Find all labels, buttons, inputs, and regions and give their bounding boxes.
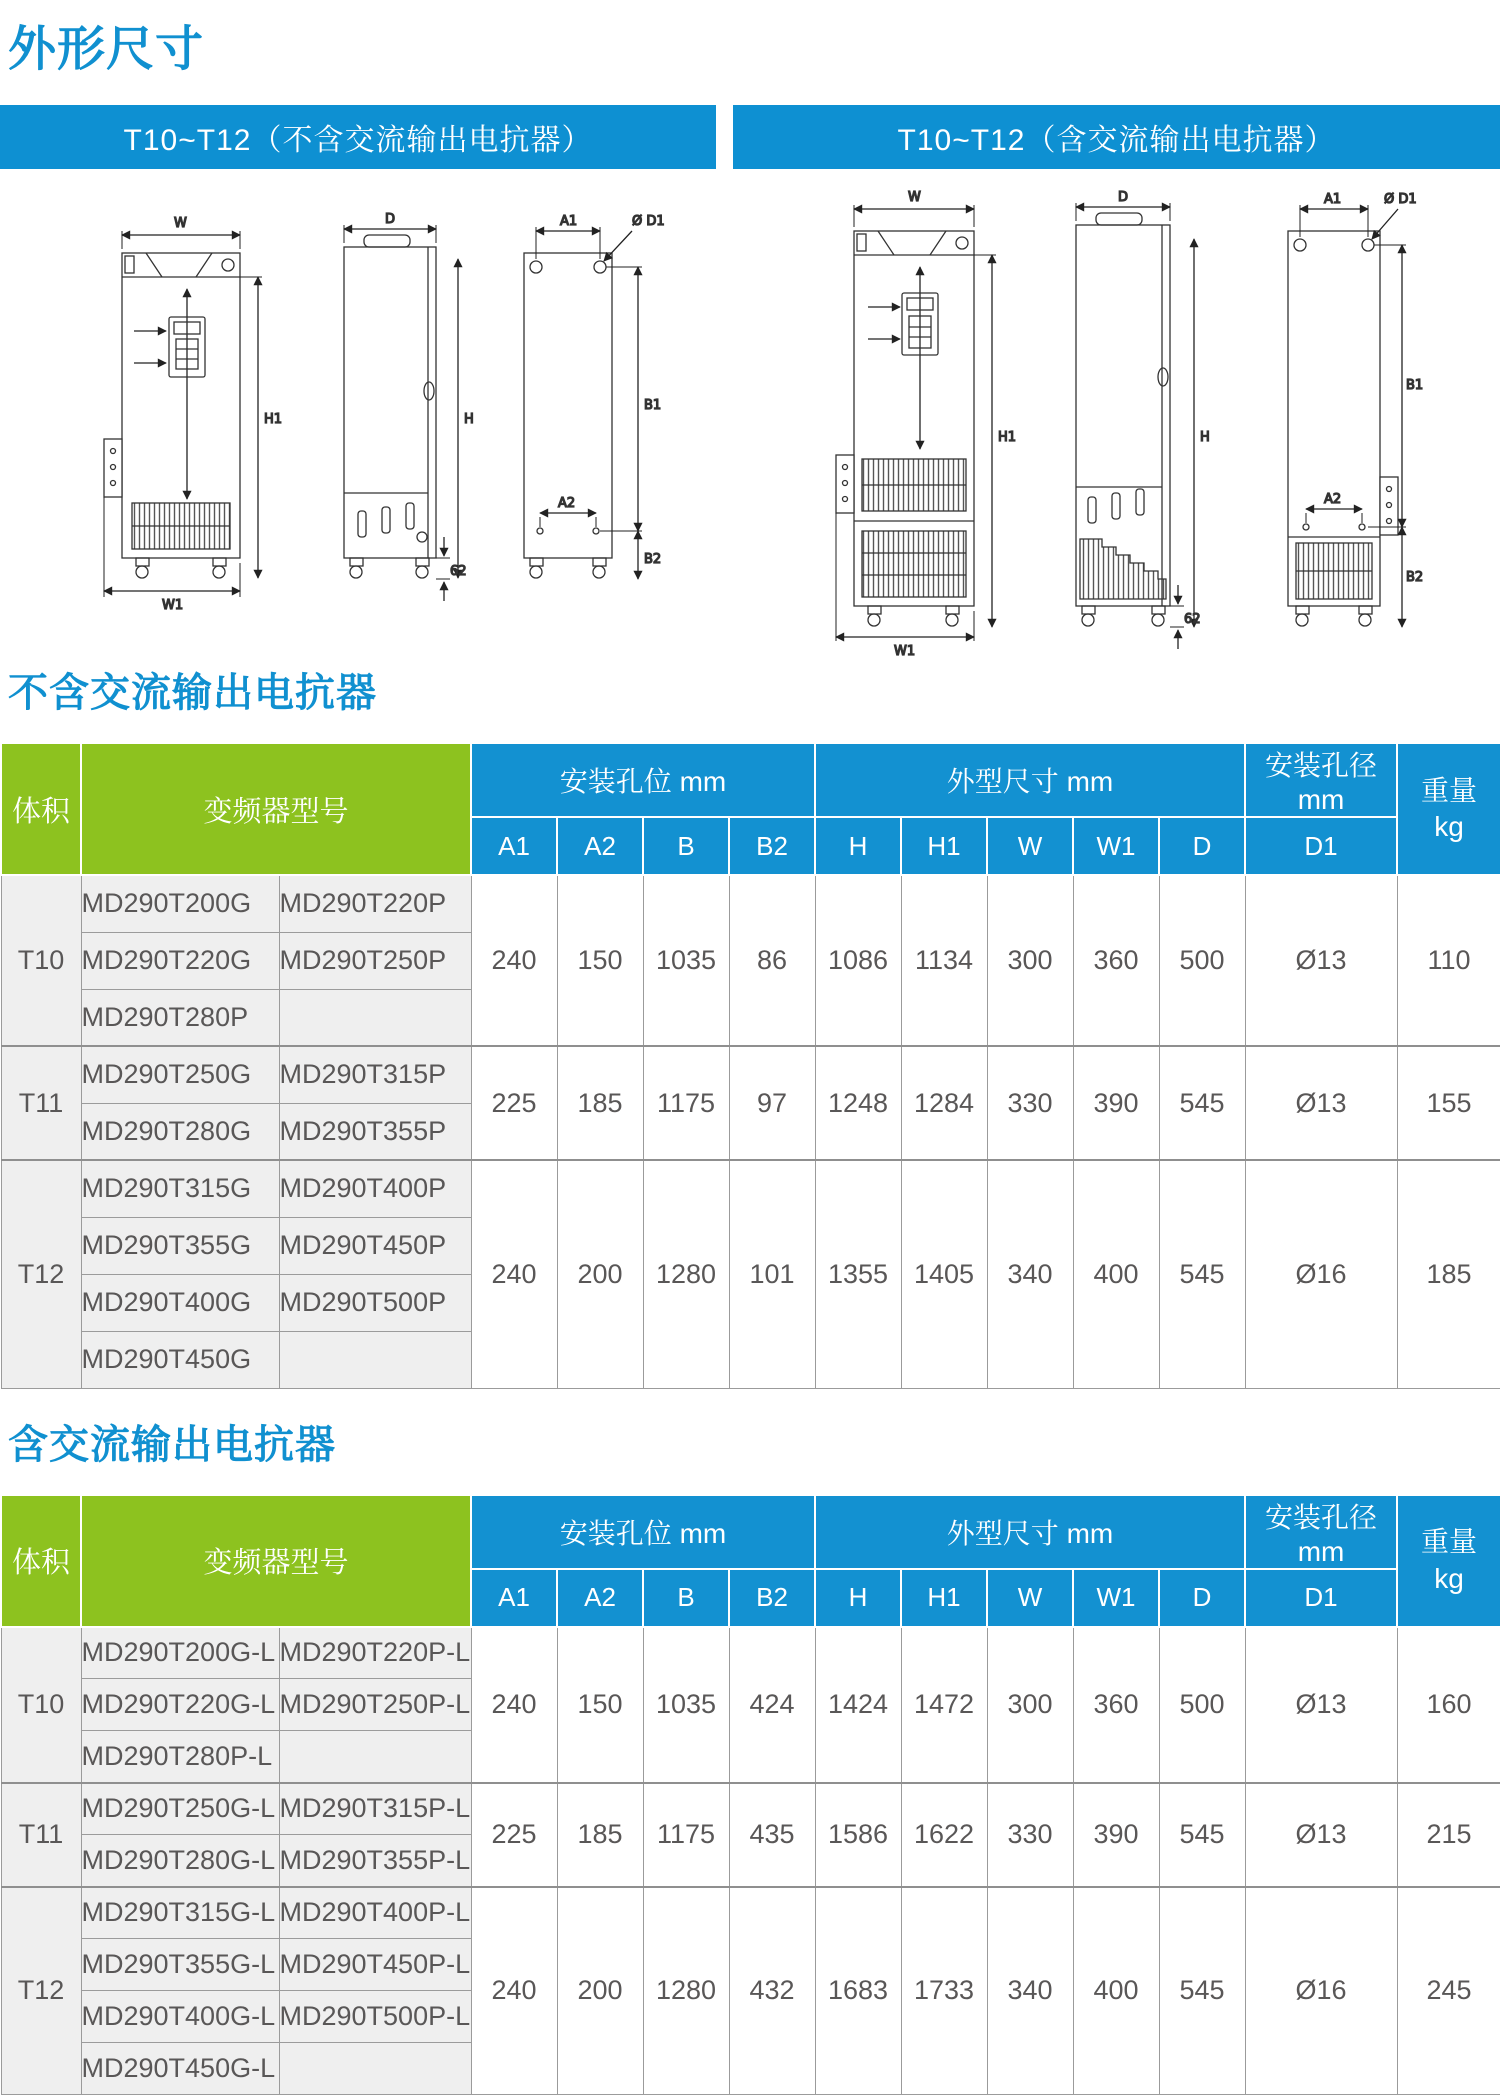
value-cell: 185 — [557, 1783, 643, 1887]
header-row-groups — [1, 743, 1500, 817]
model-cell: MD290T280P — [81, 989, 279, 1046]
model-cell: MD290T220P-L — [279, 1627, 471, 1679]
value-cell: 1035 — [643, 1627, 729, 1783]
banner-without-reactor: T10~T12（不含交流输出电抗器） — [0, 105, 716, 169]
spec-table — [0, 1494, 1500, 2095]
model-cell: MD290T250P-L — [279, 1679, 471, 1731]
section-heading-without-reactor: 不含交流输出电抗器 — [8, 661, 1500, 718]
table-row — [1, 1627, 1500, 1679]
drawing-group-without-reactor — [92, 211, 682, 621]
model-cell: MD290T355G — [81, 1217, 279, 1274]
header-col-w: W — [987, 817, 1073, 875]
model-cell: MD290T315G — [81, 1160, 279, 1217]
dim-label-h-left: H — [464, 412, 474, 427]
dim-label-b1-right: B1 — [1406, 378, 1423, 393]
header-col-d1: D1 — [1245, 1569, 1397, 1627]
value-cell: 240 — [471, 1887, 557, 2095]
value-cell: 1134 — [901, 875, 987, 1046]
header-col-a1: A1 — [471, 817, 557, 875]
value-cell: 1175 — [643, 1046, 729, 1160]
size-cell: T11 — [1, 1046, 81, 1160]
header-group-outline-dimensions: 外型尺寸 mm — [815, 1495, 1245, 1569]
size-cell: T11 — [1, 1783, 81, 1887]
banner-with-reactor: T10~T12（含交流输出电抗器） — [733, 105, 1500, 169]
value-cell: 330 — [987, 1046, 1073, 1160]
header-weight-line1: 重量 — [1398, 773, 1500, 809]
spec-table — [0, 742, 1500, 1389]
value-cell: 360 — [1073, 1627, 1159, 1783]
section-heading-with-reactor: 含交流输出电抗器 — [8, 1413, 1500, 1470]
model-cell: MD290T500P — [279, 1274, 471, 1331]
model-cell: MD290T200G — [81, 875, 279, 932]
dim-label-h-right: H — [1200, 430, 1210, 445]
value-cell: 300 — [987, 875, 1073, 1046]
value-cell: 240 — [471, 1160, 557, 1388]
header-model: 变频器型号 — [81, 743, 471, 875]
model-cell: MD290T250G — [81, 1046, 279, 1103]
dim-label-a2-left: A2 — [558, 496, 575, 511]
value-cell: 240 — [471, 1627, 557, 1783]
model-cell: MD290T450G-L — [81, 2043, 279, 2095]
value-cell: 545 — [1159, 1160, 1245, 1388]
value-cell: 86 — [729, 875, 815, 1046]
model-cell: MD290T500P-L — [279, 1991, 471, 2043]
value-cell: 340 — [987, 1160, 1073, 1388]
dim-label-d-left: D — [385, 212, 395, 227]
header-col-d: D — [1159, 1569, 1245, 1627]
dim-label-w1-right: W1 — [894, 644, 915, 659]
dim-label-h1-left: H1 — [264, 412, 282, 427]
header-col-h1: H1 — [901, 1569, 987, 1627]
table-row — [1, 875, 1500, 932]
value-cell: Ø13 — [1245, 1627, 1397, 1783]
model-cell: MD290T220G — [81, 932, 279, 989]
header-col-b2: B2 — [729, 817, 815, 875]
dim-label-a2-right: A2 — [1324, 492, 1341, 507]
page-title: 外形尺寸 — [8, 10, 1500, 79]
value-cell: 390 — [1073, 1783, 1159, 1887]
dim-label-d-right: D — [1118, 190, 1128, 205]
model-cell: MD290T355P — [279, 1103, 471, 1160]
value-cell: Ø16 — [1245, 1887, 1397, 2095]
value-cell: 150 — [557, 1627, 643, 1783]
value-cell: 330 — [987, 1783, 1073, 1887]
header-col-a2: A2 — [557, 1569, 643, 1627]
dim-label-w-left: W — [174, 216, 187, 231]
header-col-b2: B2 — [729, 1569, 815, 1627]
header-weight-line2: kg — [1398, 1561, 1500, 1597]
header-group-outline-dimensions: 外型尺寸 mm — [815, 743, 1245, 817]
value-cell: 150 — [557, 875, 643, 1046]
model-cell: MD290T250P — [279, 932, 471, 989]
header-col-b: B — [643, 1569, 729, 1627]
value-cell: 1355 — [815, 1160, 901, 1388]
value-cell: 545 — [1159, 1887, 1245, 2095]
value-cell: 240 — [471, 875, 557, 1046]
header-col-h1: H1 — [901, 817, 987, 875]
spec-table-with-reactor — [0, 1494, 1500, 2095]
value-cell: 340 — [987, 1887, 1073, 2095]
value-cell: 400 — [1073, 1160, 1159, 1388]
size-cell: T10 — [1, 875, 81, 1046]
dim-label-d1-left: Ø D1 — [632, 214, 665, 229]
header-col-a2: A2 — [557, 817, 643, 875]
header-row-groups — [1, 1495, 1500, 1569]
table-row — [1, 1160, 1500, 1217]
value-cell: 185 — [1397, 1160, 1500, 1388]
header-col-w: W — [987, 1569, 1073, 1627]
model-cell: MD290T450P — [279, 1217, 471, 1274]
header-col-w1: W1 — [1073, 817, 1159, 875]
model-cell: MD290T315P — [279, 1046, 471, 1103]
header-col-a1: A1 — [471, 1569, 557, 1627]
value-cell: 390 — [1073, 1046, 1159, 1160]
value-cell: 400 — [1073, 1887, 1159, 2095]
model-cell: MD290T355P-L — [279, 1835, 471, 1887]
model-cell: MD290T280P-L — [81, 1731, 279, 1783]
header-weight-line2: kg — [1398, 809, 1500, 845]
model-cell: MD290T355G-L — [81, 1939, 279, 1991]
value-cell: 225 — [471, 1783, 557, 1887]
value-cell: 225 — [471, 1046, 557, 1160]
front-view-drawing — [104, 216, 282, 613]
value-cell: 1405 — [901, 1160, 987, 1388]
value-cell: 360 — [1073, 875, 1159, 1046]
header-weight — [1397, 743, 1500, 875]
header-weight — [1397, 1495, 1500, 1627]
header-col-d: D — [1159, 817, 1245, 875]
model-cell: MD290T450G — [81, 1331, 279, 1388]
model-cell: MD290T400G — [81, 1274, 279, 1331]
value-cell: 500 — [1159, 875, 1245, 1046]
value-cell: 200 — [557, 1887, 643, 2095]
value-cell: 1683 — [815, 1887, 901, 2095]
dim-label-w-right: W — [908, 190, 921, 205]
model-cell — [279, 2043, 471, 2095]
value-cell: 200 — [557, 1160, 643, 1388]
value-cell: 215 — [1397, 1783, 1500, 1887]
size-cell: T10 — [1, 1627, 81, 1783]
value-cell: 245 — [1397, 1887, 1500, 2095]
side-view-drawing — [344, 212, 474, 601]
value-cell: 1284 — [901, 1046, 987, 1160]
value-cell: 1472 — [901, 1627, 987, 1783]
model-cell: MD290T280G — [81, 1103, 279, 1160]
header-weight-line1: 重量 — [1398, 1524, 1500, 1560]
dim-label-h1-right: H1 — [998, 430, 1016, 445]
model-cell — [279, 1331, 471, 1388]
header-model: 变频器型号 — [81, 1495, 471, 1627]
model-cell — [279, 1731, 471, 1783]
dim-label-a1-left: A1 — [560, 214, 577, 229]
dim-label-w1-left: W1 — [162, 598, 183, 613]
model-cell: MD290T315P-L — [279, 1783, 471, 1835]
model-cell: MD290T315G-L — [81, 1887, 279, 1939]
dim-label-b2-left: B2 — [644, 552, 661, 567]
value-cell: 101 — [729, 1160, 815, 1388]
dim-label-a1-right: A1 — [1324, 192, 1341, 207]
model-cell: MD290T220P — [279, 875, 471, 932]
value-cell: 110 — [1397, 875, 1500, 1046]
header-col-h: H — [815, 817, 901, 875]
spec-table-without-reactor — [0, 742, 1500, 1389]
value-cell: 97 — [729, 1046, 815, 1160]
rear-view-drawing-reactor — [1288, 192, 1423, 627]
value-cell: 1248 — [815, 1046, 901, 1160]
value-cell: 424 — [729, 1627, 815, 1783]
value-cell: 155 — [1397, 1046, 1500, 1160]
header-group-mounting-holes: 安装孔位 mm — [471, 743, 815, 817]
value-cell: 185 — [557, 1046, 643, 1160]
value-cell: 1733 — [901, 1887, 987, 2095]
banner-row — [0, 105, 1500, 169]
header-group-hole-diameter: 安装孔径 mm — [1245, 743, 1397, 817]
table-row — [1, 1783, 1500, 1835]
model-cell: MD290T450P-L — [279, 1939, 471, 1991]
dim-label-b1-left: B1 — [644, 398, 661, 413]
dim-label-d1-right: Ø D1 — [1384, 192, 1417, 207]
header-col-d1: D1 — [1245, 817, 1397, 875]
value-cell: 545 — [1159, 1783, 1245, 1887]
value-cell: 500 — [1159, 1627, 1245, 1783]
model-cell: MD290T280G-L — [81, 1835, 279, 1887]
header-col-b: B — [643, 817, 729, 875]
value-cell: 435 — [729, 1783, 815, 1887]
header-group-hole-diameter: 安装孔径 mm — [1245, 1495, 1397, 1569]
dim-label-62-left: 62 — [450, 564, 467, 579]
value-cell: 1586 — [815, 1783, 901, 1887]
table-row — [1, 1046, 1500, 1103]
size-cell: T12 — [1, 1887, 81, 2095]
header-col-h: H — [815, 1569, 901, 1627]
header-volume: 体积 — [1, 743, 81, 875]
value-cell: 1035 — [643, 875, 729, 1046]
header-group-mounting-holes: 安装孔位 mm — [471, 1495, 815, 1569]
value-cell: 160 — [1397, 1627, 1500, 1783]
value-cell: Ø13 — [1245, 875, 1397, 1046]
table-row — [1, 1887, 1500, 1939]
value-cell: 1175 — [643, 1783, 729, 1887]
value-cell: Ø13 — [1245, 1046, 1397, 1160]
drawing-group-with-reactor — [826, 187, 1426, 659]
rear-view-drawing — [524, 214, 665, 579]
size-cell: T12 — [1, 1160, 81, 1388]
value-cell: 1280 — [643, 1887, 729, 2095]
value-cell: 545 — [1159, 1046, 1245, 1160]
value-cell: 1622 — [901, 1783, 987, 1887]
front-view-drawing-reactor — [836, 190, 1016, 659]
value-cell: 300 — [987, 1627, 1073, 1783]
model-cell: MD290T400P-L — [279, 1887, 471, 1939]
model-cell: MD290T220G-L — [81, 1679, 279, 1731]
header-volume: 体积 — [1, 1495, 81, 1627]
value-cell: 1280 — [643, 1160, 729, 1388]
value-cell: 432 — [729, 1887, 815, 2095]
dim-label-62-right: 62 — [1184, 612, 1201, 627]
side-view-drawing-reactor — [1076, 190, 1210, 649]
dimension-drawings-panel — [0, 169, 1500, 637]
model-cell: MD290T400P — [279, 1160, 471, 1217]
model-cell: MD290T400G-L — [81, 1991, 279, 2043]
model-cell: MD290T250G-L — [81, 1783, 279, 1835]
value-cell: 1424 — [815, 1627, 901, 1783]
model-cell — [279, 989, 471, 1046]
value-cell: 1086 — [815, 875, 901, 1046]
value-cell: Ø13 — [1245, 1783, 1397, 1887]
model-cell: MD290T200G-L — [81, 1627, 279, 1679]
dim-label-b2-right: B2 — [1406, 570, 1423, 585]
header-col-w1: W1 — [1073, 1569, 1159, 1627]
value-cell: Ø16 — [1245, 1160, 1397, 1388]
